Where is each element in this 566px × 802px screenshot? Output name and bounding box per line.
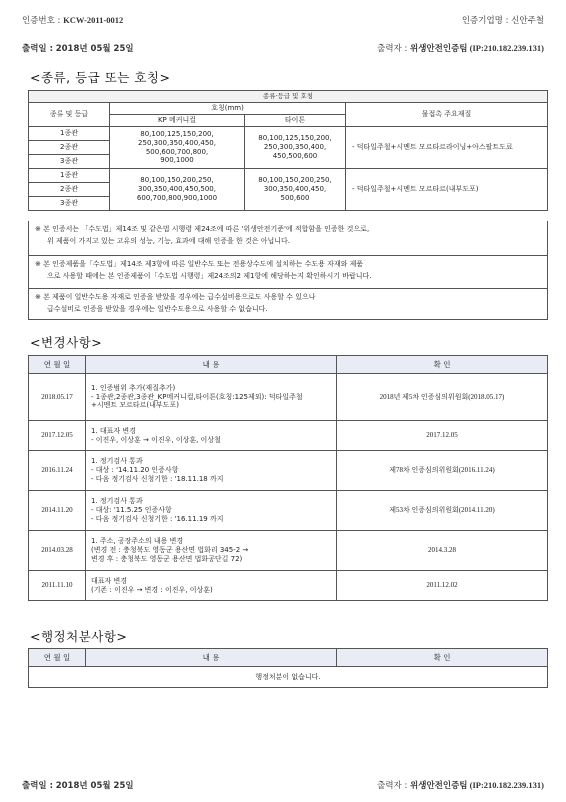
footer-print-date-value: 2018년 05월 25일 bbox=[55, 781, 134, 791]
change-line: (기존 : 이진우 → 변경 : 이진우, 이상훈) bbox=[91, 585, 213, 594]
group2-type-2: 2종관 bbox=[29, 183, 110, 197]
change-content bbox=[86, 491, 337, 531]
change-confirm: 2018년 제5차 인증심의위원회(2018.05.17) bbox=[337, 374, 548, 421]
change-line: 1. 대표자 변경 bbox=[91, 426, 136, 435]
change-confirm: 제53차 인증심의위원회(2014.11.20) bbox=[337, 491, 548, 531]
group2-tyton-sizes: 80,100,150,200,250, 300,350,400,450, 500,600 bbox=[245, 169, 346, 211]
change-content bbox=[86, 421, 337, 451]
footer-printer-value: 위생안전인증팀 (IP:210.182.239.131) bbox=[410, 780, 544, 790]
footer-print-date-label: 출력일 : bbox=[22, 781, 53, 791]
admin-empty-message: 행정처분이 없습니다. bbox=[29, 667, 548, 688]
change-content bbox=[86, 531, 337, 571]
table-row bbox=[29, 571, 548, 601]
col-material-header: 물접촉 주요재질 bbox=[346, 103, 548, 127]
group2-type-1: 1종관 bbox=[29, 169, 110, 183]
print-date-label: 출력일 : bbox=[22, 44, 53, 54]
change-line: - 대상 : '14.11.20 인증사항 bbox=[91, 466, 179, 475]
change-line: - 이진우, 이상훈 → 이진우, 이상훈, 이상철 bbox=[91, 435, 221, 444]
col-type-header: 종류 및 등급 bbox=[29, 103, 110, 127]
company-value: 신안주철 bbox=[511, 16, 544, 26]
note-1-line-1: ※ 본 인증서는 「수도법」제14조 및 같은법 시행령 제24조에 따른 '위생안전기준'에 적합함을 인증한 것으로, bbox=[35, 225, 370, 233]
col-tyton-header: 타이튼 bbox=[245, 115, 346, 127]
change-date: 2017.12.05 bbox=[29, 421, 86, 451]
note-2-line-1: ※ 본 인증제품을「수도법」제14조 제3항에 따른 일반수도 또는 전용상수도에 설치하는 수도용 자재와 제품 bbox=[35, 260, 364, 268]
cert-number-value: KCW-2011-0012 bbox=[63, 15, 124, 25]
note-box-3 bbox=[28, 289, 548, 320]
admin-col-date: 연 월 일 bbox=[29, 649, 86, 667]
cert-number-label: 인증번호 : bbox=[22, 16, 61, 26]
printer-value: 위생안전인증팀 (IP:210.182.239.131) bbox=[410, 43, 544, 53]
col-size-header: 호칭(mm) bbox=[110, 103, 346, 115]
change-line: +시멘트 모르타르(내부도포) bbox=[91, 401, 179, 410]
change-line: 변경 후 : 충청북도 영동군 용산면 법화공단길 72) bbox=[91, 554, 243, 563]
group1-type-1: 1종관 bbox=[29, 127, 110, 141]
note-box-1 bbox=[28, 221, 548, 256]
change-line: 1. 정기검사 통과 bbox=[91, 497, 143, 506]
change-date: 2011.11.10 bbox=[29, 571, 86, 601]
change-confirm: 2014.3.28 bbox=[337, 531, 548, 571]
footer-printer bbox=[377, 779, 544, 791]
print-date bbox=[22, 42, 134, 54]
group2-type-3: 3종관 bbox=[29, 197, 110, 211]
table-row bbox=[29, 491, 548, 531]
note-1-line-2: 위 제품이 가지고 있는 고유의 성능, 기능, 효과에 대해 인증을 한 것은 아닙니다. bbox=[47, 236, 290, 245]
change-line: 1. 주소, 공장주소의 내용 변경 bbox=[91, 537, 184, 546]
group1-kp-sizes: 80,100,125,150,200, 250,300,350,400,450, 500,600,700,800, 900,1000 bbox=[110, 127, 245, 169]
grade-section-title: <종류, 등급 또는 호칭> bbox=[30, 70, 171, 85]
printer bbox=[377, 42, 544, 54]
changes-section-title: <변경사항> bbox=[30, 335, 103, 350]
admin-col-confirm: 확 인 bbox=[337, 649, 548, 667]
footer-printer-label: 출력자 : bbox=[377, 781, 408, 791]
changes-col-date: 연 월 일 bbox=[29, 356, 86, 374]
group1-tyton-sizes: 80,100,125,150,200, 250,300,350,400, 450,500,600 bbox=[245, 127, 346, 169]
note-box-2 bbox=[28, 256, 548, 289]
change-date: 2016.11.24 bbox=[29, 451, 86, 491]
table-row bbox=[29, 421, 548, 451]
change-line: 1. 인증범위 추가(재질추가) bbox=[91, 383, 176, 392]
change-content bbox=[86, 451, 337, 491]
group1-type-3: 3종관 bbox=[29, 155, 110, 169]
change-line: - 다음 정기검사 신청기한 : '18.11.18 까지 bbox=[91, 474, 224, 483]
cert-number bbox=[22, 14, 123, 26]
group1-material: - 덕타일주철+시멘트 모르타르라이닝+아스팔트도료 bbox=[346, 127, 548, 169]
changes-col-confirm: 확 인 bbox=[337, 356, 548, 374]
grade-table bbox=[28, 90, 548, 211]
grade-table-title: 종류·등급 및 호칭 bbox=[29, 91, 548, 103]
table-row bbox=[29, 531, 548, 571]
note-2-line-2: 으로 사용할 때에는 본 인증제품이「수도법 시행령」제24조의2 제1항에 해당하는지 확인하시기 바랍니다. bbox=[47, 271, 372, 280]
change-line: 대표자 변경 bbox=[91, 576, 128, 585]
change-confirm: 제78차 인증심의위원회(2016.11.24) bbox=[337, 451, 548, 491]
change-line: (변경 전 : 충청북도 영동군 용산면 법화리 345-2 → bbox=[91, 546, 249, 555]
note-3-line-1: ※ 본 제품이 일반수도용 자재로 인증을 받았을 경우에는 급수설비용으로도 사용할 수 있으나 bbox=[35, 293, 316, 301]
change-confirm: 2011.12.02 bbox=[337, 571, 548, 601]
col-kp-header: KP 메커니컬 bbox=[110, 115, 245, 127]
print-date-value: 2018년 05월 25일 bbox=[55, 44, 134, 54]
table-row bbox=[29, 374, 548, 421]
changes-col-content: 내 용 bbox=[86, 356, 337, 374]
changes-table bbox=[28, 355, 548, 601]
change-confirm: 2017.12.05 bbox=[337, 421, 548, 451]
change-line: - 다음 정기검사 신청기한 : '16.11.19 까지 bbox=[91, 514, 224, 523]
company-label: 인증기업명 : bbox=[461, 16, 509, 26]
change-line: - 1종관,2종관,3종관_KP메커니컬,타이튼(호칭:125제외): 덕타일주철 bbox=[91, 392, 303, 401]
change-date: 2014.03.28 bbox=[29, 531, 86, 571]
change-content bbox=[86, 571, 337, 601]
company-name bbox=[462, 14, 544, 26]
admin-col-content: 내 용 bbox=[86, 649, 337, 667]
group2-kp-sizes: 80,100,150,200,250, 300,350,400,450,500, 600,700,800,900,1000 bbox=[110, 169, 245, 211]
footer-print-date bbox=[22, 779, 134, 791]
change-line: 1. 정기검사 통과 bbox=[91, 457, 143, 466]
printer-label: 출력자 : bbox=[377, 44, 408, 54]
change-line: - 대상: '11.5.25 인증사항 bbox=[91, 506, 172, 515]
group1-type-2: 2종관 bbox=[29, 141, 110, 155]
admin-section-title: <행정처분사항> bbox=[30, 629, 128, 644]
admin-table bbox=[28, 648, 548, 688]
change-content bbox=[86, 374, 337, 421]
change-date: 2014.11.20 bbox=[29, 491, 86, 531]
change-date: 2018.05.17 bbox=[29, 374, 86, 421]
note-3-line-2: 급수설비로 인증을 받았을 경우에는 일반수도용으로 사용할 수 없습니다. bbox=[47, 304, 268, 313]
group2-material: - 덕타일주철+시멘트 모르타르(내부도포) bbox=[346, 169, 548, 211]
table-row bbox=[29, 451, 548, 491]
